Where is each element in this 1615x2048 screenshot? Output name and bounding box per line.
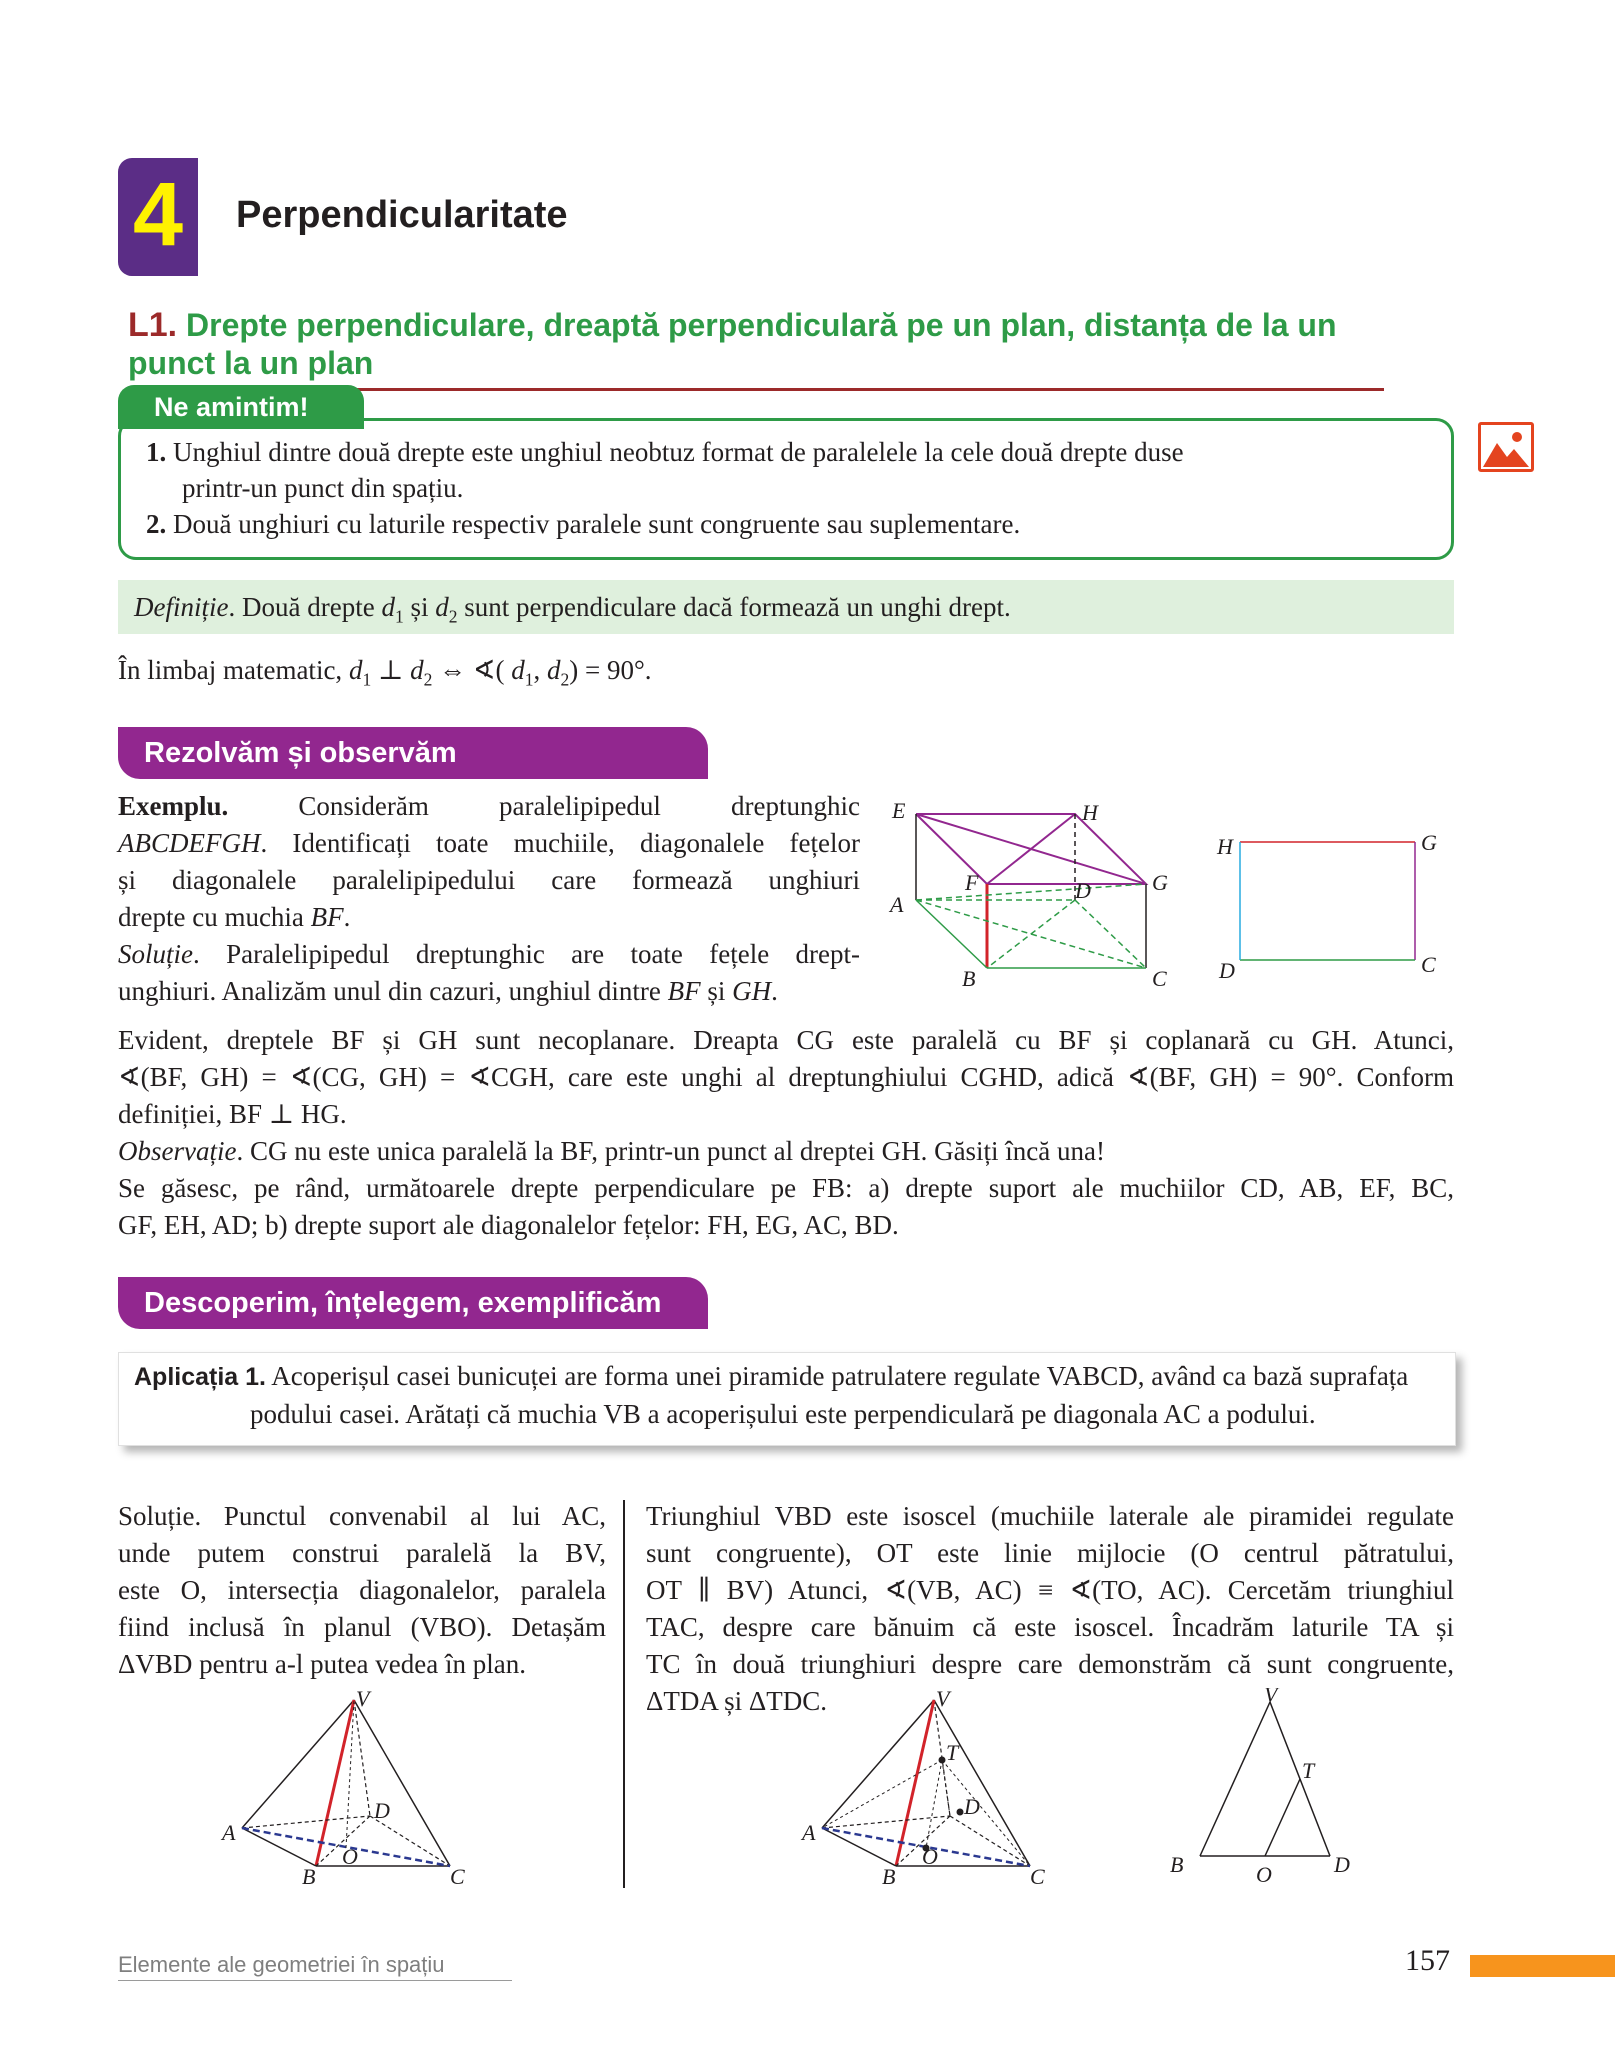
section-rezolvam: Rezolvăm și observăm <box>118 727 708 779</box>
label-F: F <box>965 870 979 895</box>
sol-right-2: sunt congruente), OT este linie mijlocie (O centrul pătratului, <box>646 1538 1454 1568</box>
remember-item-2-text: Două unghiuri cu laturile respectiv paralele sunt congruente sau suplementare. <box>173 509 1021 539</box>
label-C: C <box>1152 966 1167 990</box>
remember-item-1-text: Unghiul dintre două drepte este unghiul neobtuz format de paralelele la cele două drepte duse <box>173 437 1184 467</box>
p1-label-A: A <box>222 1820 236 1845</box>
example-bf: BF <box>310 902 344 932</box>
page-accent-bar <box>1470 1955 1615 1977</box>
math-notation: În limbaj matematic, $d_1$ ⊥ $d_2$ ⇔ ∢( $d_1$, $d_2) = 90^\circ$. <box>118 655 652 690</box>
page-number: 157 <box>1405 1944 1450 1977</box>
sol-left-1: Soluție. Punctul convenabil al lui AC, <box>118 1501 606 1531</box>
evident-line-2: ∢(BF, GH) = ∢(CG, GH) = ∢CGH, care este unghi al dreptunghiului CGHD, adică ∢(BF, GH) = 90°. Conform <box>118 1062 1454 1092</box>
solution-label: Soluție <box>118 939 193 969</box>
section-descoperim: Descoperim, înțelegem, exemplificăm <box>118 1277 708 1329</box>
example-ident: ABCDEFGH <box>118 828 261 858</box>
label-C2: C <box>1421 952 1436 977</box>
p2-label-B: B <box>882 1864 896 1888</box>
example-line-4: drepte cu muchia <box>118 902 311 932</box>
solution-line-2b: și <box>700 976 733 1006</box>
p2-label-V: V <box>936 1688 950 1711</box>
p1-label-C: C <box>450 1864 465 1888</box>
remember-item-1 <box>146 434 1436 470</box>
sol-left-5: ΔVBD pentru a-l putea vedea în plan. <box>118 1649 526 1679</box>
example-line-2: . Identificați toate muchiile, diagonalele fețelor <box>260 828 860 858</box>
label-H: H <box>1082 800 1098 825</box>
sol-right-1: Triunghiul VBD este isoscel (muchiile laterale ale piramidei regulate <box>646 1501 1454 1531</box>
definition-text-a: . Două drepte <box>228 592 382 622</box>
p2-label-D: D <box>964 1794 980 1819</box>
p2-label-T: T <box>946 1740 959 1765</box>
application-line-1: Acoperișul casei bunicuței are forma unei piramide patrulatere regulate VABCD, având ca bază suprafața <box>271 1361 1409 1391</box>
observation-text: . CG nu este unica paralelă la BF, printr-un punct al dreptei GH. Găsiți încă una! <box>236 1136 1106 1166</box>
application-text <box>134 1358 1444 1433</box>
definition-box: Definiție. Două drepte $d_1$ și $d_2$ sunt perpendiculare dacă formează un unghi drept. <box>118 580 1454 634</box>
remember-item-2 <box>146 506 1020 542</box>
sol-left-4: fiind inclusă în planul (VBO). Detașăm <box>118 1612 606 1642</box>
evident-line-3: definiției, BF ⊥ HG. <box>118 1099 347 1129</box>
sol-right-3: OT ∥ BV) Atunci, ∢(VB, AC) ≡ ∢(TO, AC). Cercetăm triunghiul <box>646 1575 1454 1605</box>
remember-item-1-cont: printr-un punct din spațiu. <box>182 473 464 503</box>
lesson-title <box>128 306 1384 391</box>
evident-line-1: Evident, dreptele BF și GH sunt necoplanare. Dreapta CG este paralelă cu BF și coplanară cu GH. Atunci, <box>118 1025 1454 1055</box>
p1-label-B: B <box>302 1864 316 1888</box>
t-label-T: T <box>1302 1758 1315 1783</box>
p2-label-A: A <box>802 1820 816 1845</box>
t-label-O: O <box>1256 1862 1272 1887</box>
chapter-title: Perpendicularitate <box>236 194 568 236</box>
sol-right-5: TC în două triunghiuri despre care demonstrăm că sunt congruente, <box>646 1649 1454 1679</box>
observation-label: Observație <box>118 1136 237 1166</box>
p2-label-O: O <box>922 1844 938 1869</box>
lesson-title-text: Drepte perpendiculare, dreaptă perpendiculară pe un plan, distanța de la un punct la un plan <box>128 307 1337 381</box>
footer-text: Elemente ale geometriei în spațiu <box>118 1952 512 1981</box>
triangle-figure <box>1160 1688 1380 1888</box>
t-label-V: V <box>1264 1688 1278 1707</box>
example-label: Exemplu. <box>118 791 229 821</box>
remember-item-2-num: 2. <box>146 509 167 539</box>
sol-right-6: ΔTDA și ΔTDC. <box>646 1686 827 1716</box>
solution-line-2: unghiuri. Analizăm unul din cazuri, unghiul dintre <box>118 976 668 1006</box>
pyramid-figure-1 <box>210 1688 480 1888</box>
remember-tab: Ne amintim! <box>118 385 364 429</box>
found-line-1: Se găsesc, pe rând, următoarele drepte perpendiculare pe FB: a) drepte suport ale muchiilor CD, AB, EF, BC, <box>118 1173 1454 1203</box>
solution-left <box>118 1498 606 1683</box>
label-E: E <box>892 798 906 823</box>
application-label: Aplicația 1. <box>134 1363 266 1391</box>
pyramid-figure-2 <box>790 1688 1060 1888</box>
label-G2: G <box>1421 830 1437 855</box>
label-D: D <box>1075 878 1091 903</box>
remember-item-1-num: 1. <box>146 437 167 467</box>
label-B: B <box>962 966 976 990</box>
p1-label-D: D <box>374 1798 390 1823</box>
t-label-D: D <box>1334 1852 1350 1877</box>
sol-left-2: unde putem construi paralelă la BV, <box>118 1538 606 1568</box>
solution-line-1: . Paralelipipedul dreptunghic are toate fețele drept- <box>193 939 860 969</box>
label-H2: H <box>1217 834 1233 859</box>
lesson-number: L1. <box>128 306 178 344</box>
column-divider <box>623 1500 625 1888</box>
t-label-B: B <box>1170 1852 1184 1877</box>
evident-paragraph <box>118 1022 1454 1244</box>
p1-label-V: V <box>356 1688 370 1711</box>
label-D2: D <box>1219 958 1235 983</box>
found-line-2: GF, EH, AD; b) drepte suport ale diagonalelor fețelor: FH, EG, AC, BD. <box>118 1210 899 1240</box>
rectangle-figure <box>1205 820 1455 990</box>
sol-left-3: este O, intersecția diagonalelor, paralela <box>118 1575 606 1605</box>
label-G: G <box>1152 870 1168 895</box>
chapter-number: 4 <box>132 165 184 265</box>
p2-label-C: C <box>1030 1864 1045 1888</box>
definition-label: Definiție <box>134 592 229 622</box>
image-icon[interactable] <box>1478 422 1534 472</box>
label-A: A <box>890 892 904 917</box>
solution-right <box>646 1498 1454 1720</box>
math-prefix: În limbaj matematic, <box>118 655 349 685</box>
application-line-2: podului casei. Arătați că muchia VB a acoperișului este perpendiculară pe diagonala AC a podului. <box>250 1399 1316 1429</box>
definition-text-c: sunt perpendiculare dacă formează un unghi drept. <box>457 592 1011 622</box>
definition-text-b: și <box>403 592 436 622</box>
example-line-3: și diagonalele paralelipipedului care formează unghiuri <box>118 865 860 895</box>
example-paragraph: Exemplu. Considerăm paralelipipedul dreptunghic ABCDEFGH. Identificați toate muchiile, diagonalele fețelor și diagonalele paralelipipedului care formează unghiuri drepte cu muchia BF. Soluție. Paralelipipedul dreptunghic are toate fețele drept- unghiuri. Analizăm unul din cazuri, unghiul dintre BF și GH. <box>118 791 861 1006</box>
parallelepiped-figure <box>880 790 1170 990</box>
sol-right-4: TAC, despre care bănuim că este isoscel. Încadrăm laturile TA și <box>646 1612 1454 1642</box>
example-line-1: Considerăm paralelipipedul dreptunghic <box>298 791 861 821</box>
p1-label-O: O <box>342 1844 358 1869</box>
